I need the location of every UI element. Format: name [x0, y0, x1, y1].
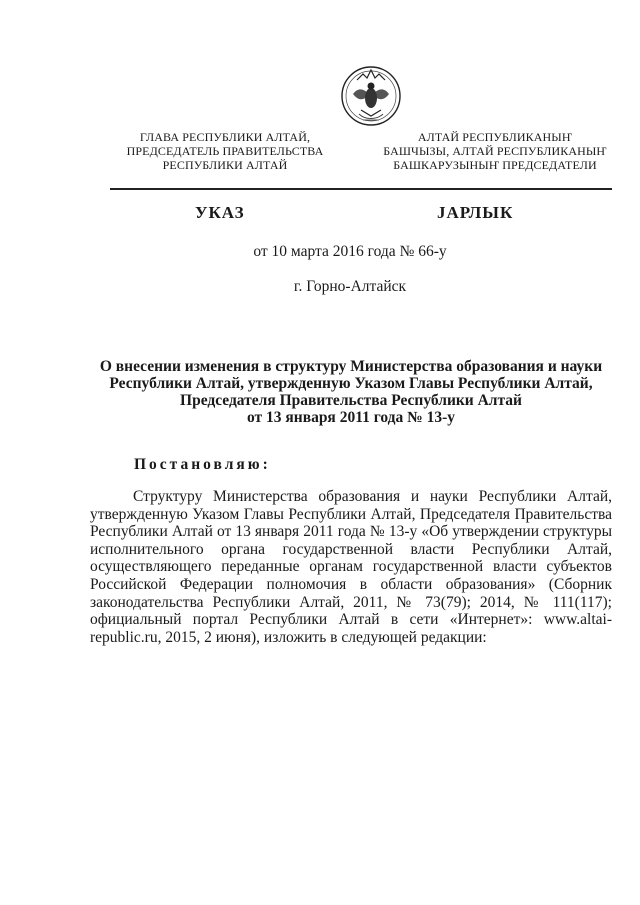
subject-line-2: Республики Алтай, утвержденную Указом Главы Республики Алтай, — [109, 375, 593, 392]
document-subject — [90, 358, 612, 426]
body-paragraph: Структуру Министерства образования и науки Республики Алтай, утвержденную Указом Главы Республики Алтай, Председателя Правительства Республики Алтай от 13 января 2011 года № 13-у «Об утверждении структуры исполнительного органа государственной власти Республики Алтай, осуществляющего переданные органам государственной власти субъектов Российской Федерации полномочия в области образования» (Сборник законодательства Республики Алтай, 2011, № 73(79); 2014, № 111(117); официальный портал Республики Алтай в сети «Интернет»: www.altai-republic.ru, 2015, 2 июня), изложить в следующей редакции: — [90, 488, 612, 646]
document-date-number: от 10 марта 2016 года № 66-у — [253, 243, 447, 260]
header-left-line-2: ПРЕДСЕДАТЕЛЬ ПРАВИТЕЛЬСТВА — [126, 144, 324, 158]
coat-of-arms-emblem — [339, 60, 403, 134]
document-city: г. Горно-Алтайск — [293, 278, 407, 295]
header-right-line-2: БАШЧЫЗЫ, АЛТАЙ РЕСПУБЛИКАНЫҤ — [383, 144, 607, 158]
header-right-line-3: БАШКАРУЗЫНЫҤ ПРЕДСЕДАТЕЛИ — [393, 158, 597, 172]
document-title-russian: УКАЗ — [195, 203, 245, 222]
subject-line-1: О внесении изменения в структуру Министерства образования и науки — [99, 358, 603, 375]
header-left-line-1: ГЛАВА РЕСПУБЛИКИ АЛТАЙ, — [139, 130, 311, 144]
subject-line-3: Председателя Правительства Республики Алтай — [180, 392, 522, 409]
header-divider — [110, 188, 612, 190]
document-title-altai: ЈАРЛЫК — [437, 203, 514, 222]
subject-line-4: от 13 января 2011 года № 13-у — [246, 409, 456, 426]
header-right-block — [370, 130, 620, 172]
decree-word: Постановляю: — [134, 456, 271, 473]
header-right-line-1: АЛТАЙ РЕСПУБЛИКАНЫҤ — [417, 130, 573, 144]
header-left-block — [110, 130, 340, 172]
header-left-line-3: РЕСПУБЛИКИ АЛТАЙ — [162, 158, 288, 172]
